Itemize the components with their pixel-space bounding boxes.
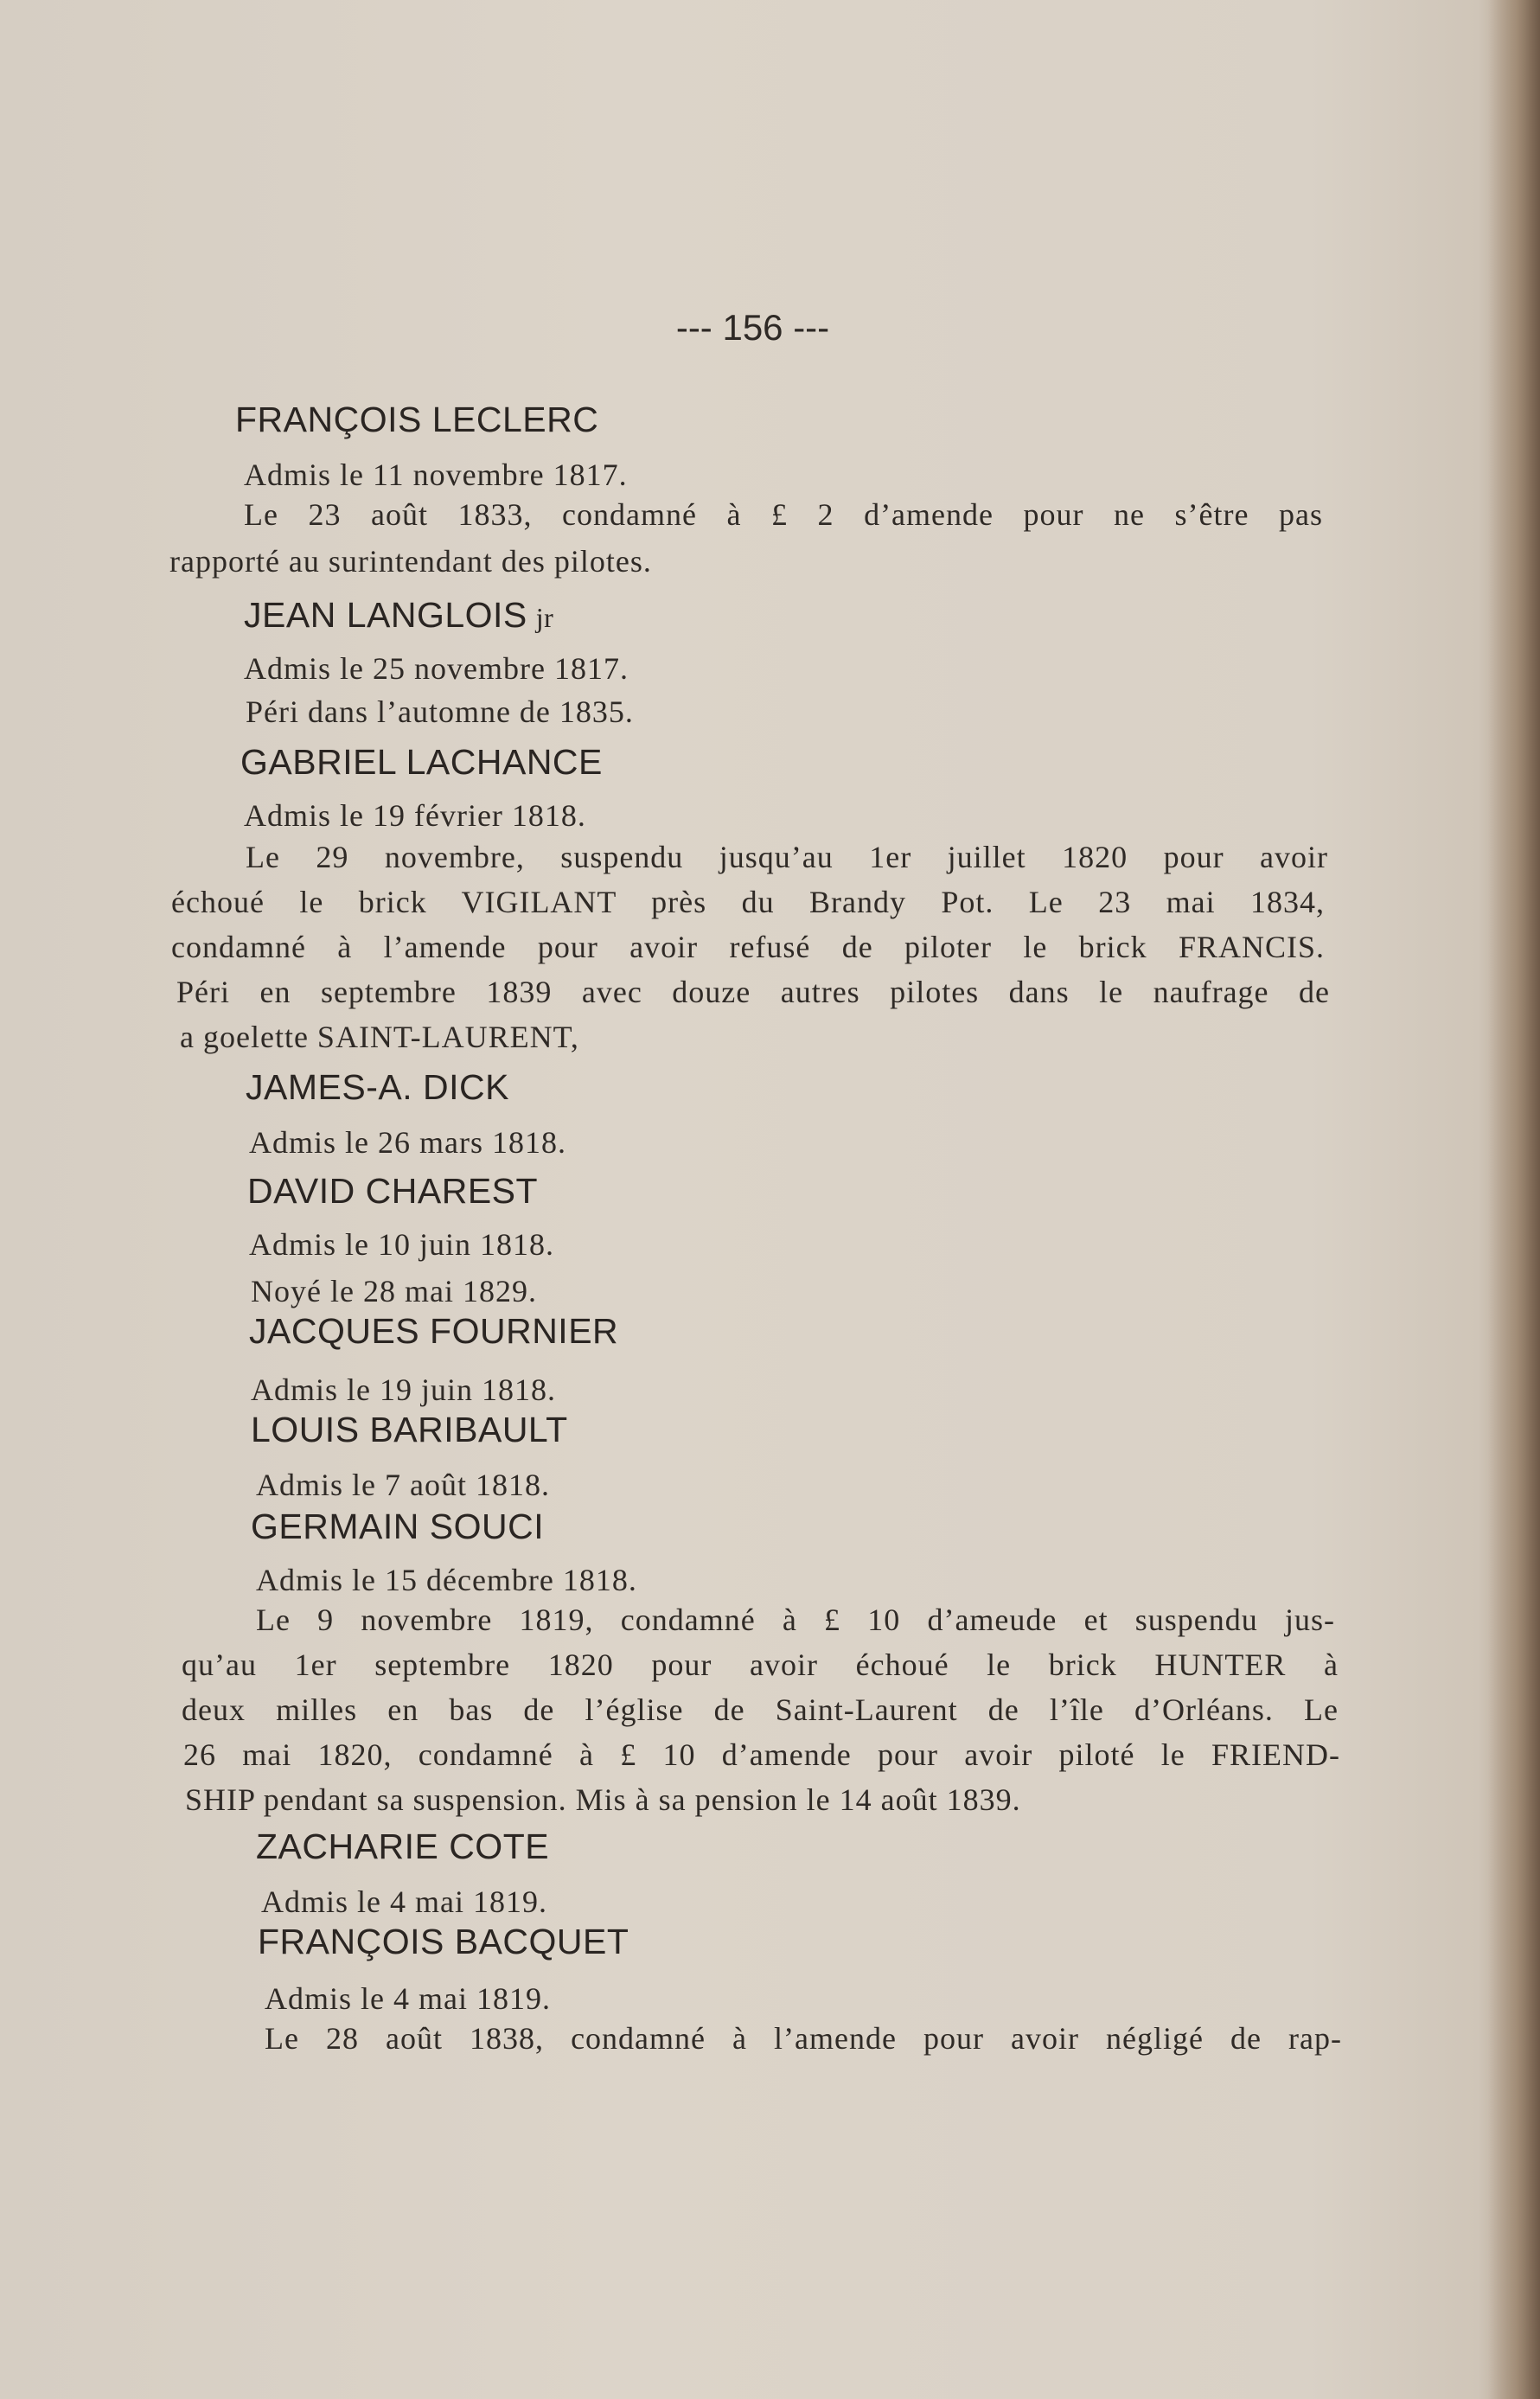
entry-name (244, 595, 553, 636)
entry-line: Admis le 19 juin 1818. (251, 1372, 556, 1407)
entry-name: FRANÇOIS BACQUET (258, 1922, 629, 1961)
entry-line: Péri en septembre 1839 avec douze autres pilotes dans le naufrage de (176, 975, 1330, 1009)
entry-line: Admis le 4 mai 1819. (261, 1884, 547, 1919)
entry-line: Admis le 10 juin 1818. (249, 1227, 554, 1262)
entry-name: LOUIS BARIBAULT (251, 1410, 568, 1449)
entry-name-text: JEAN LANGLOIS (244, 595, 527, 635)
entry-line: SHIP pendant sa suspension. Mis à sa pension le 14 août 1839. (185, 1782, 1021, 1817)
entry-line: Le 28 août 1838, condamné à l’amende pour avoir négligé de rap- (265, 2021, 1342, 2056)
entry-line: condamné à l’amende pour avoir refusé de piloter le brick FRANCIS. (171, 930, 1325, 964)
page-spine-shadow (1488, 0, 1540, 2399)
entry-line: Admis le 7 août 1818. (256, 1468, 550, 1502)
entry-name: GERMAIN SOUCI (251, 1507, 545, 1546)
entry-name: ZACHARIE COTE (256, 1826, 550, 1866)
entry-name: JAMES-A. DICK (246, 1067, 509, 1107)
entry-line: Admis le 15 décembre 1818. (256, 1563, 637, 1597)
entry-line: Admis le 4 mai 1819. (265, 1981, 551, 2016)
entry-line: échoué le brick VIGILANT près du Brandy Pot. Le 23 mai 1834, (171, 885, 1325, 919)
page-number: --- 156 --- (675, 307, 830, 348)
entry-line: Le 9 novembre 1819, condamné à £ 10 d’ameude et suspendu jus- (256, 1603, 1335, 1637)
entry-line: rapporté au surintendant des pilotes. (169, 544, 652, 579)
entry-name: JACQUES FOURNIER (249, 1311, 619, 1351)
entry-line: qu’au 1er septembre 1820 pour avoir échoué le brick HUNTER à (182, 1647, 1339, 1682)
entry-name: FRANÇOIS LECLERC (235, 400, 599, 439)
entry-line: Admis le 11 novembre 1817. (244, 457, 628, 492)
entry-line: deux milles en bas de l’église de Saint-Laurent de l’île d’Orléans. Le (182, 1692, 1339, 1727)
entry-line: Péri dans l’automne de 1835. (246, 694, 634, 729)
entry-line: Admis le 25 novembre 1817. (244, 651, 629, 686)
entry-name-suffix: jr (535, 602, 554, 633)
entry-line: 26 mai 1820, condamné à £ 10 d’amende pour avoir piloté le FRIEND- (183, 1737, 1340, 1772)
entry-line: Admis le 19 février 1818. (244, 798, 586, 833)
entry-line: Le 23 août 1833, condamné à £ 2 d’amende pour ne s’être pas (244, 497, 1323, 532)
entry-name: GABRIEL LACHANCE (240, 742, 603, 782)
entry-line: Noyé le 28 mai 1829. (251, 1274, 537, 1308)
entry-line: Le 29 novembre, suspendu jusqu’au 1er juillet 1820 pour avoir (246, 840, 1328, 874)
entry-name: DAVID CHAREST (247, 1171, 539, 1211)
entry-line: a goelette SAINT-LAURENT, (180, 1020, 579, 1054)
entry-line: Admis le 26 mars 1818. (249, 1125, 566, 1160)
